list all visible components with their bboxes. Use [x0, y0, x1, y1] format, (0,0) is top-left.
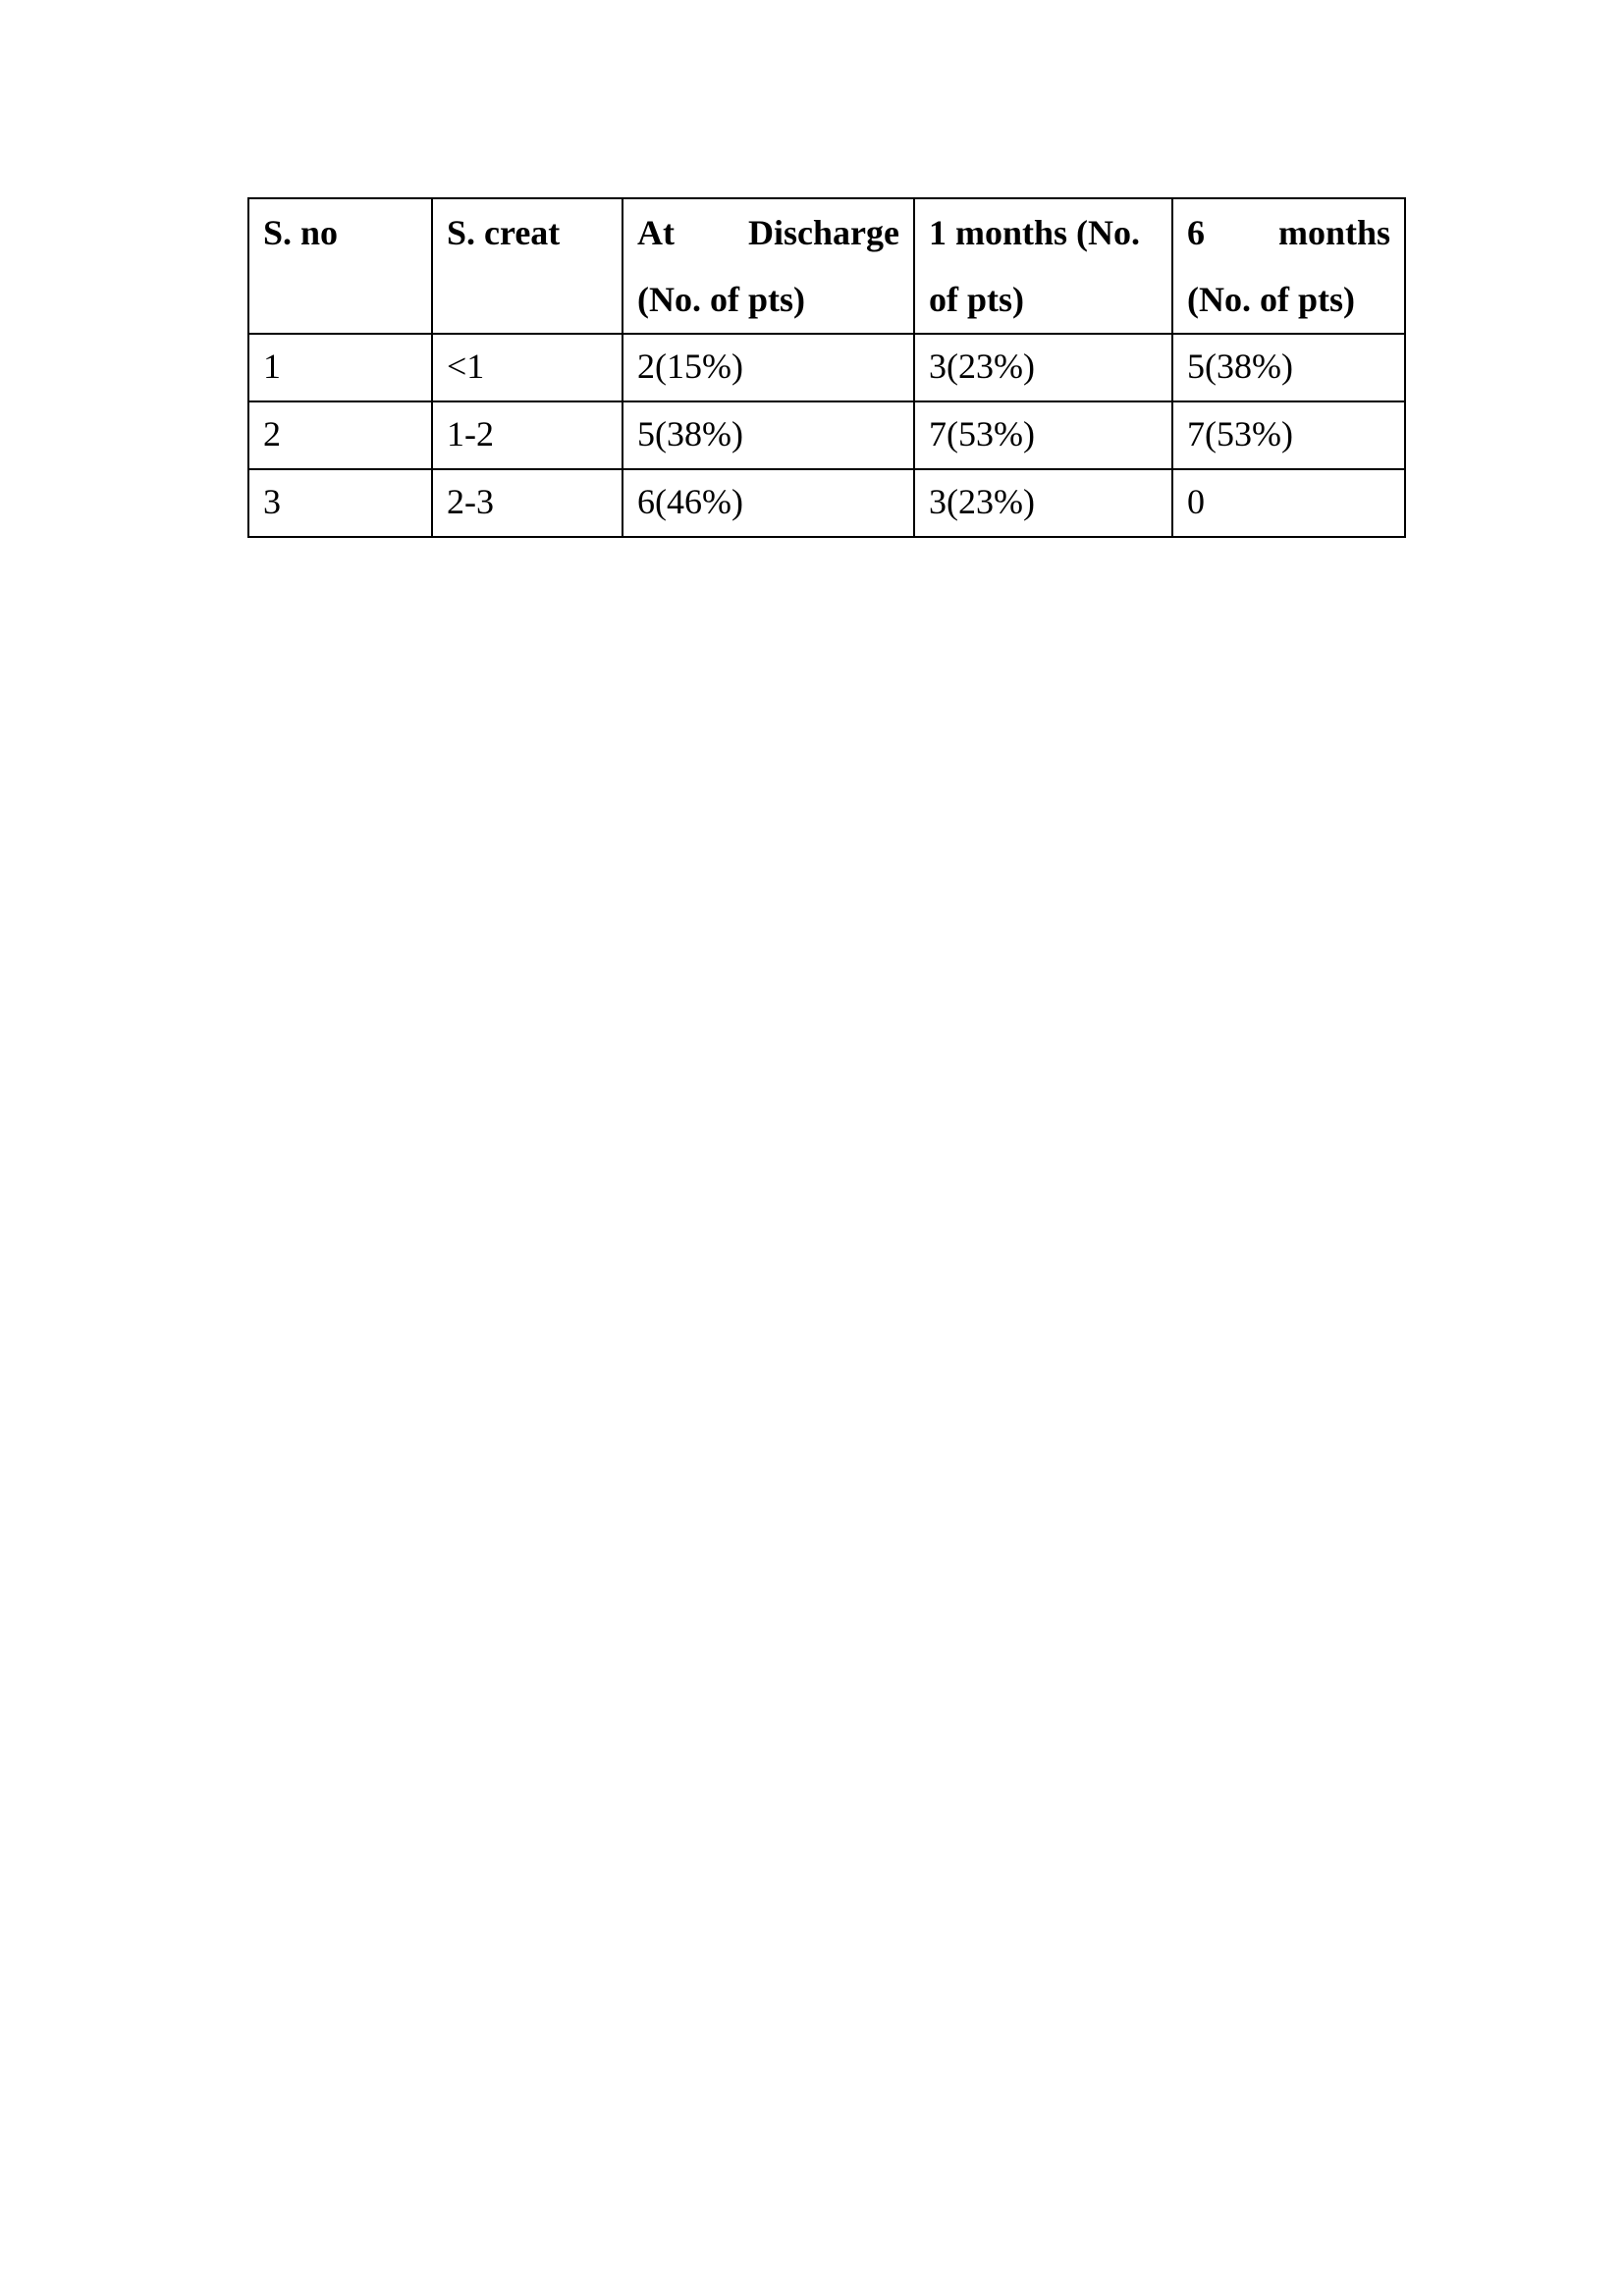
header-serial-number: S. no	[248, 198, 432, 334]
cell-six-months: 0	[1172, 469, 1405, 537]
cell-serum-creatinine: <1	[432, 334, 623, 401]
cell-at-discharge: 6(46%)	[623, 469, 914, 537]
cell-at-discharge: 5(38%)	[623, 401, 914, 469]
table-row	[248, 469, 1405, 537]
cell-one-month: 7(53%)	[914, 401, 1172, 469]
table-header	[248, 198, 1405, 334]
cell-serum-creatinine: 1-2	[432, 401, 623, 469]
cell-at-discharge: 2(15%)	[623, 334, 914, 401]
header-at-discharge: At Discharge (No. of pts)	[623, 198, 914, 334]
table-body	[248, 334, 1405, 537]
cell-serial-number: 2	[248, 401, 432, 469]
cell-serum-creatinine: 2-3	[432, 469, 623, 537]
header-serum-creatinine: S. creat	[432, 198, 623, 334]
cell-six-months: 7(53%)	[1172, 401, 1405, 469]
table-row	[248, 401, 1405, 469]
cell-one-month: 3(23%)	[914, 334, 1172, 401]
header-row	[248, 198, 1405, 334]
cell-one-month: 3(23%)	[914, 469, 1172, 537]
cell-six-months: 5(38%)	[1172, 334, 1405, 401]
header-six-months: 6 months (No. of pts)	[1172, 198, 1405, 334]
header-one-month: 1 months (No. of pts)	[914, 198, 1172, 334]
cell-serial-number: 1	[248, 334, 432, 401]
table-row	[248, 334, 1405, 401]
cell-serial-number: 3	[248, 469, 432, 537]
creatinine-table	[247, 197, 1406, 538]
